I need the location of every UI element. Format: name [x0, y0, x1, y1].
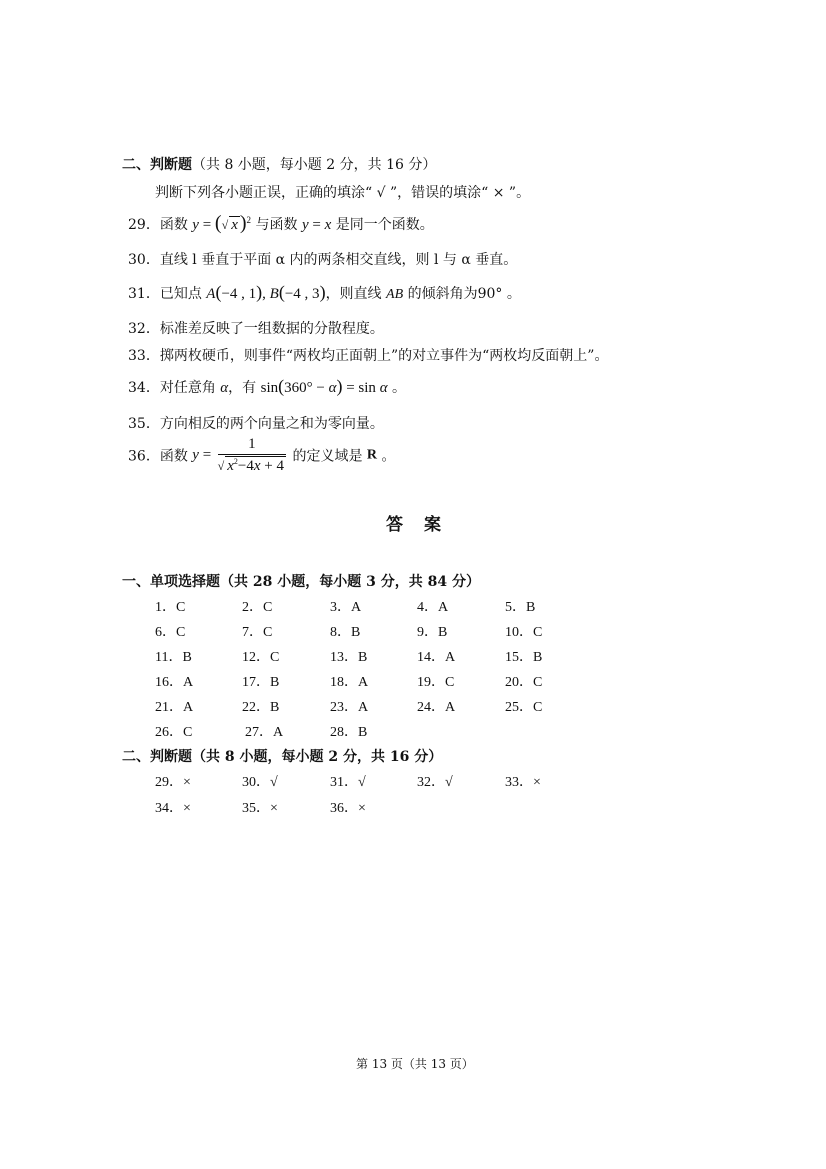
answer-item: 33．×	[505, 775, 541, 790]
answer-item: 18．A	[330, 675, 369, 690]
judge-instruction: 判断下列各小题正误，正确的填涂“ √ ”，错误的填涂“ × ”。	[155, 185, 531, 201]
question-36: 36．函数 y = $\frac{1}{√ x^2-4x + 4}$ 的定义域是 R 。	[128, 436, 396, 474]
answer-item: 14．A	[417, 650, 456, 665]
answer-item: 31．√	[330, 775, 366, 790]
answer-item: 4．A	[417, 600, 449, 615]
answer-item: 8．B	[330, 625, 361, 640]
question-29: 29．函数 y = (√ x )$^2$ 与函数 y = x 是同一个函数。	[128, 212, 434, 234]
answer-item: 10．C	[505, 625, 543, 640]
answer-item: 36．×	[330, 801, 366, 816]
answers-title: 答 案	[386, 515, 443, 535]
answer-item: 5．B	[505, 600, 536, 615]
answer-item: 21．A	[155, 700, 194, 715]
judge-heading-meta: （共 8 小题，每小题 2 分，共 16 分）	[192, 157, 437, 173]
answer-item: 26．C	[155, 725, 193, 740]
q31-points: A(−4 , 1), B(−4 , 3)	[206, 282, 326, 302]
answer-item: 15．B	[505, 650, 543, 665]
q36-fraction: $\frac{1}{√ x^2-4x + 4}$	[217, 436, 284, 474]
answers-section1-heading: 一、单项选择题（共 28 小题，每小题 3 分，共 84 分）	[122, 574, 480, 590]
answers-section2-heading: 二、判断题（共 8 小题，每小题 2 分，共 16 分）	[122, 749, 443, 765]
answer-item: 1．C	[155, 600, 186, 615]
question-33: 33．掷两枚硬币，则事件“两枚均正面朝上”的对立事件为“两枚均反面朝上”。	[128, 348, 609, 364]
answer-item: 11．B	[155, 650, 192, 665]
q29-formula-2: y = x	[301, 217, 332, 233]
judge-section-heading	[122, 154, 436, 174]
answer-item: 13．B	[330, 650, 368, 665]
answer-item: 3．A	[330, 600, 362, 615]
answer-item: 29．×	[155, 775, 191, 790]
q29-formula-1: y = (√ x )$^2$	[192, 212, 252, 234]
question-32: 32．标准差反映了一组数据的分散程度。	[128, 321, 384, 337]
question-30: 30．直线 l 垂直于平面 α 内的两条相交直线，则 l 与 α 垂直。	[128, 252, 518, 268]
answer-item: 32．√	[417, 775, 453, 790]
judge-heading-label: 二、判断题	[122, 157, 192, 173]
answer-item: 7．C	[242, 625, 273, 640]
answer-item: 20．C	[505, 675, 543, 690]
answer-item: 6．C	[155, 625, 186, 640]
question-35: 35．方向相反的两个向量之和为零向量。	[128, 416, 384, 432]
answer-item: 17．B	[242, 675, 280, 690]
page-footer: 第 13 页（共 13 页）	[356, 1057, 474, 1071]
answer-item: 30．√	[242, 775, 278, 790]
answer-item: 16．A	[155, 675, 194, 690]
answer-item: 27．A	[245, 725, 284, 740]
answer-item: 24．A	[417, 700, 456, 715]
question-31: 31．已知点 A(−4 , 1), B(−4 , 3)，则直线 AB 的倾斜角为90° 。	[128, 282, 521, 302]
answer-item: 12．C	[242, 650, 280, 665]
answer-item: 22．B	[242, 700, 280, 715]
answer-item: 34．×	[155, 801, 191, 816]
answer-item: 35．×	[242, 801, 278, 816]
q34-formula: sin(360° − α) = sin α	[260, 376, 388, 396]
answer-item: 25．C	[505, 700, 543, 715]
answer-item: 19．C	[417, 675, 455, 690]
answer-item: 2．C	[242, 600, 273, 615]
question-34: 34．对任意角 α，有 sin(360° − α) = sin α 。	[128, 376, 407, 396]
answer-item: 23．A	[330, 700, 369, 715]
answer-item: 9．B	[417, 625, 448, 640]
answer-item: 28．B	[330, 725, 368, 740]
